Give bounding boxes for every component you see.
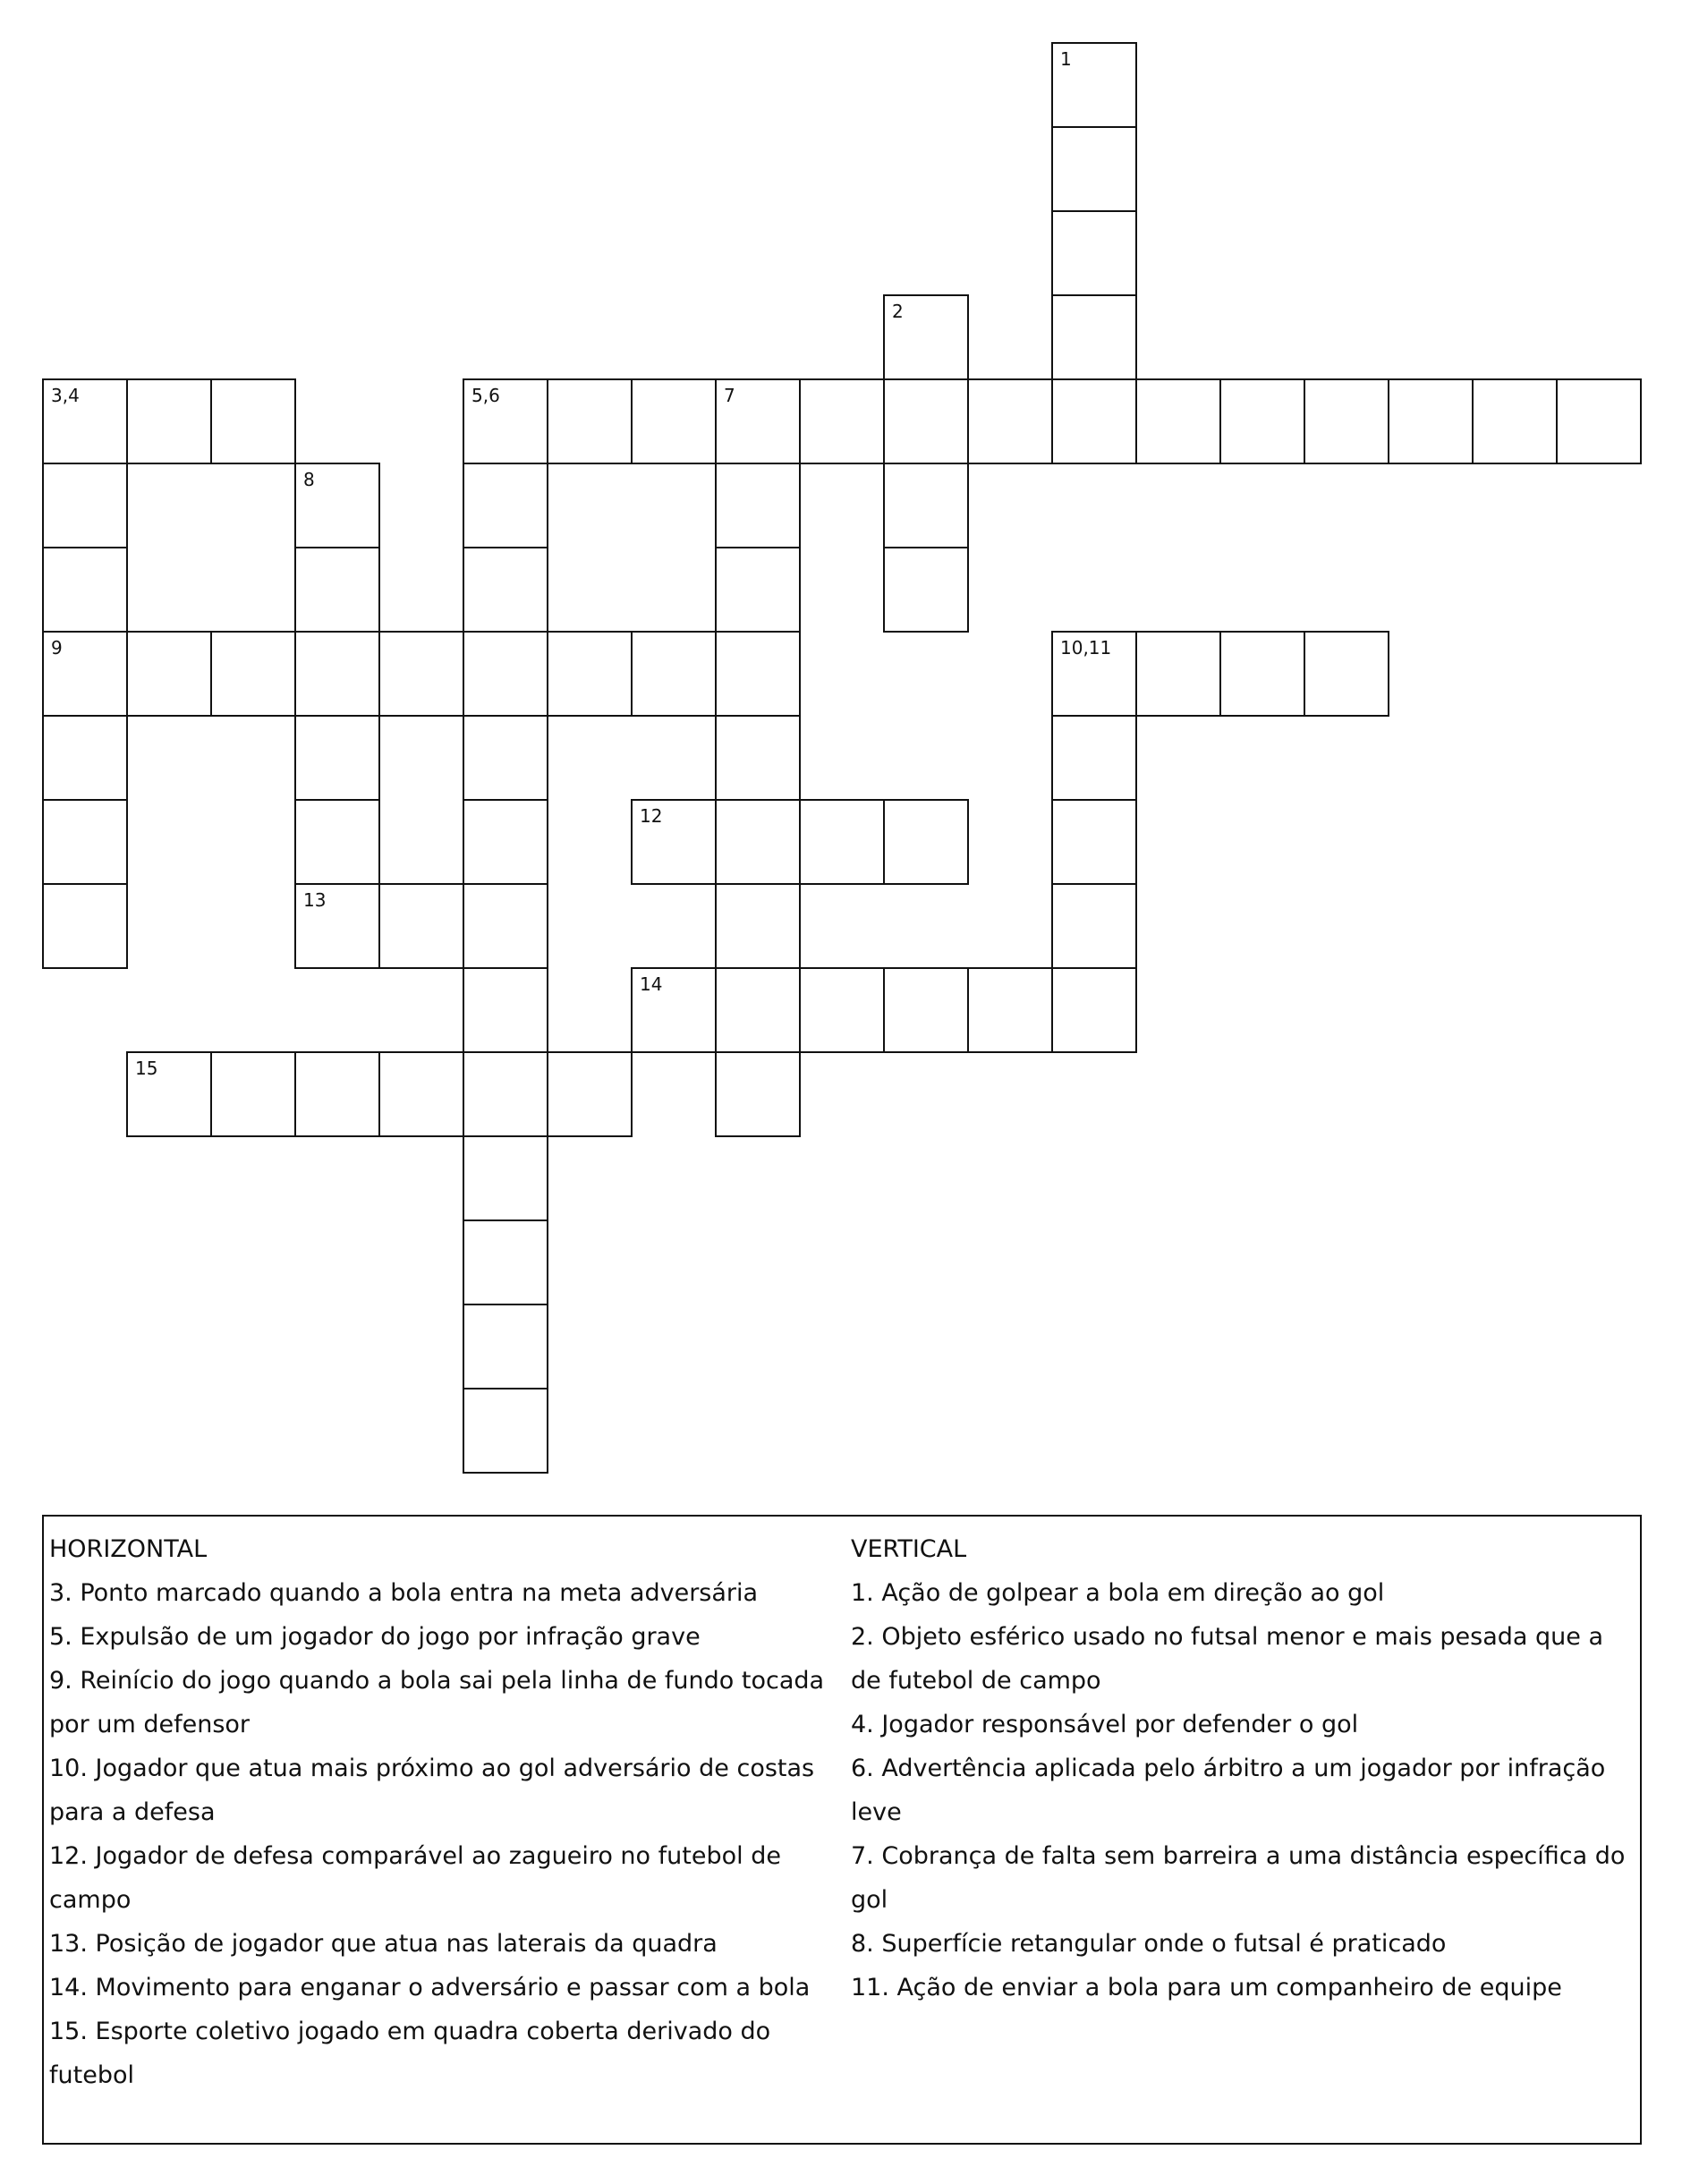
- vertical-clue: 7. Cobrança de falta sem barreira a uma distância específica do gol: [851, 1842, 1626, 1914]
- crossword-cell[interactable]: [42, 378, 128, 464]
- clue-number: 15: [135, 1058, 158, 1079]
- crossword-cell[interactable]: [1051, 378, 1137, 464]
- crossword-cell[interactable]: [463, 715, 548, 801]
- crossword-cell[interactable]: [631, 378, 717, 464]
- crossword-cell[interactable]: [1051, 42, 1137, 128]
- crossword-cell[interactable]: [547, 378, 633, 464]
- crossword-cell[interactable]: [715, 799, 801, 885]
- crossword-cell[interactable]: [1135, 378, 1221, 464]
- crossword-cell[interactable]: [378, 1051, 464, 1137]
- clue-number: 1: [1060, 48, 1072, 70]
- crossword-cell[interactable]: [715, 547, 801, 633]
- clue-number: 7: [724, 385, 735, 406]
- horizontal-clue: 9. Reinício do jogo quando a bola sai pela linha de fundo tocada por um defensor: [49, 1667, 825, 1738]
- crossword-cell[interactable]: [463, 1388, 548, 1474]
- crossword-cell[interactable]: [883, 463, 969, 548]
- crossword-cell[interactable]: [715, 883, 801, 969]
- crossword-cell[interactable]: [1051, 883, 1137, 969]
- crossword-cell[interactable]: [631, 631, 717, 717]
- horizontal-clue: 13. Posição de jogador que atua nas laterais da quadra: [49, 1930, 718, 1958]
- crossword-cell[interactable]: [463, 1219, 548, 1305]
- vertical-title: VERTICAL: [851, 1535, 967, 1563]
- horizontal-clue: 14. Movimento para enganar o adversário e passar com a bola: [49, 1974, 811, 2001]
- crossword-cell[interactable]: [1051, 210, 1137, 296]
- crossword-cell[interactable]: [294, 799, 380, 885]
- crossword-cell[interactable]: [294, 883, 380, 969]
- clue-number: 9: [51, 637, 63, 659]
- vertical-clue: 1. Ação de golpear a bola em direção ao gol: [851, 1579, 1385, 1607]
- crossword-cell[interactable]: [1051, 799, 1137, 885]
- crossword-cell[interactable]: [715, 715, 801, 801]
- horizontal-clue: 5. Expulsão de um jogador do jogo por infração grave: [49, 1623, 701, 1651]
- crossword-cell[interactable]: [967, 967, 1053, 1053]
- crossword-cell[interactable]: [1304, 378, 1389, 464]
- crossword-cell[interactable]: [294, 1051, 380, 1137]
- crossword-cell[interactable]: [463, 378, 548, 464]
- crossword-cell[interactable]: [883, 967, 969, 1053]
- crossword-cell[interactable]: [883, 294, 969, 380]
- crossword-cell[interactable]: [799, 378, 885, 464]
- crossword-cell[interactable]: [1135, 631, 1221, 717]
- clue-number: 3,4: [51, 385, 80, 406]
- crossword-cell[interactable]: [1051, 294, 1137, 380]
- crossword-cell[interactable]: [378, 883, 464, 969]
- clue-number: 10,11: [1060, 637, 1112, 659]
- crossword-cell[interactable]: [631, 967, 717, 1053]
- crossword-cell[interactable]: [42, 547, 128, 633]
- crossword-cell[interactable]: [883, 547, 969, 633]
- horizontal-clue: 12. Jogador de defesa comparável ao zagueiro no futebol de campo: [49, 1842, 781, 1914]
- crossword-cell[interactable]: [294, 631, 380, 717]
- crossword-cell[interactable]: [1051, 631, 1137, 717]
- crossword-cell[interactable]: [42, 463, 128, 548]
- clues-panel: [42, 1515, 1642, 2145]
- crossword-cell[interactable]: [631, 799, 717, 885]
- crossword-cell[interactable]: [42, 631, 128, 717]
- crossword-cell[interactable]: [715, 1051, 801, 1137]
- vertical-clue: 2. Objeto esférico usado no futsal menor e mais pesada que a de futebol de campo: [851, 1623, 1603, 1695]
- horizontal-clues: [49, 1527, 837, 2097]
- crossword-cell[interactable]: [547, 1051, 633, 1137]
- crossword-cell[interactable]: [1051, 967, 1137, 1053]
- vertical-clues: [851, 1527, 1629, 2010]
- crossword-cell[interactable]: [1388, 378, 1474, 464]
- clue-number: 8: [303, 469, 315, 490]
- clue-number: 14: [640, 973, 663, 995]
- crossword-cell[interactable]: [294, 715, 380, 801]
- crossword-cell[interactable]: [1219, 631, 1305, 717]
- crossword-cell[interactable]: [126, 631, 212, 717]
- crossword-cell[interactable]: [463, 631, 548, 717]
- vertical-clue: 4. Jogador responsável por defender o gol: [851, 1711, 1359, 1738]
- crossword-cell[interactable]: [210, 631, 296, 717]
- crossword-cell[interactable]: [42, 715, 128, 801]
- crossword-cell[interactable]: [463, 967, 548, 1053]
- crossword-cell[interactable]: [1051, 126, 1137, 212]
- crossword-cell[interactable]: [463, 1051, 548, 1137]
- crossword-cell[interactable]: [1219, 378, 1305, 464]
- crossword-cell[interactable]: [1556, 378, 1642, 464]
- crossword-cell[interactable]: [463, 1135, 548, 1221]
- crossword-cell[interactable]: [715, 463, 801, 548]
- horizontal-title: HORIZONTAL: [49, 1535, 208, 1563]
- crossword-cell[interactable]: [1472, 378, 1558, 464]
- crossword-cell[interactable]: [463, 883, 548, 969]
- crossword-cell[interactable]: [294, 463, 380, 548]
- crossword-cell[interactable]: [883, 799, 969, 885]
- vertical-clue: 11. Ação de enviar a bola para um companheiro de equipe: [851, 1974, 1562, 2001]
- clue-number: 12: [640, 805, 663, 827]
- crossword-cell[interactable]: [1304, 631, 1389, 717]
- crossword-cell[interactable]: [126, 1051, 212, 1137]
- clue-number: 5,6: [471, 385, 500, 406]
- crossword-cell[interactable]: [883, 378, 969, 464]
- crossword-cell[interactable]: [715, 631, 801, 717]
- crossword-cell[interactable]: [967, 378, 1053, 464]
- crossword-cell[interactable]: [463, 799, 548, 885]
- crossword-cell[interactable]: [799, 967, 885, 1053]
- crossword-cell[interactable]: [547, 631, 633, 717]
- horizontal-clue: 15. Esporte coletivo jogado em quadra coberta derivado do futebol: [49, 2018, 771, 2089]
- vertical-clue: 8. Superfície retangular onde o futsal é praticado: [851, 1930, 1447, 1958]
- crossword-cell[interactable]: [1051, 715, 1137, 801]
- crossword-cell[interactable]: [42, 799, 128, 885]
- crossword-cell[interactable]: [463, 1304, 548, 1389]
- crossword-cell[interactable]: [799, 799, 885, 885]
- clue-number: 13: [303, 889, 327, 911]
- crossword-cell[interactable]: [42, 883, 128, 969]
- clue-number: 2: [892, 301, 904, 322]
- crossword-cell[interactable]: [715, 967, 801, 1053]
- crossword-cell[interactable]: [715, 378, 801, 464]
- crossword-cell[interactable]: [463, 547, 548, 633]
- crossword-cell[interactable]: [126, 378, 212, 464]
- crossword-cell[interactable]: [210, 378, 296, 464]
- vertical-clue: 6. Advertência aplicada pelo árbitro a um jogador por infração leve: [851, 1755, 1606, 1826]
- crossword-cell[interactable]: [210, 1051, 296, 1137]
- crossword-cell[interactable]: [378, 631, 464, 717]
- crossword-cell[interactable]: [463, 463, 548, 548]
- horizontal-clue: 3. Ponto marcado quando a bola entra na meta adversária: [49, 1579, 759, 1607]
- crossword-cell[interactable]: [294, 547, 380, 633]
- horizontal-clue: 10. Jogador que atua mais próximo ao gol adversário de costas para a defesa: [49, 1755, 815, 1826]
